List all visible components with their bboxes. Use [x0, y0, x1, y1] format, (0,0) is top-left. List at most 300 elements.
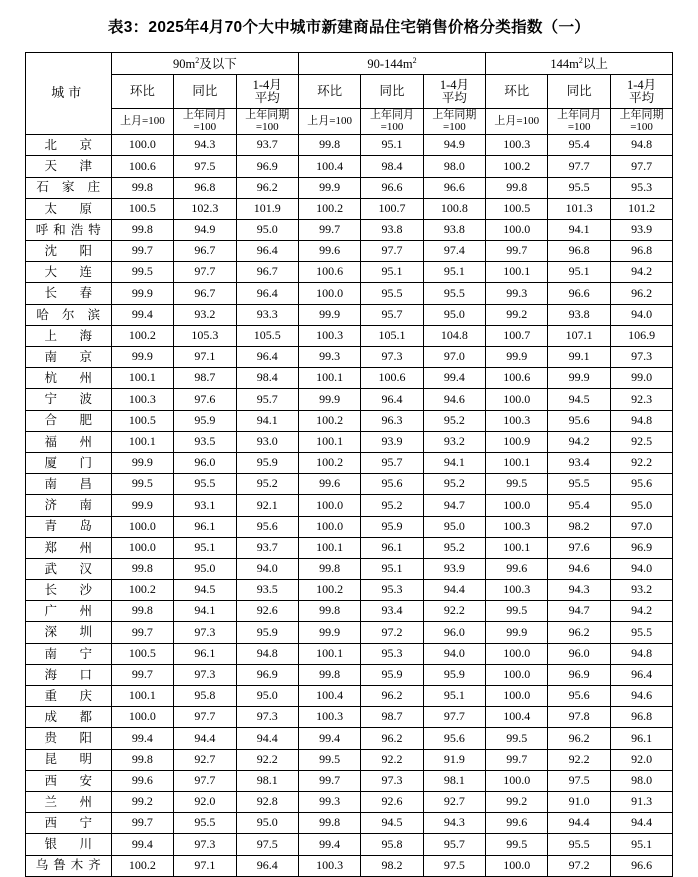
value-cell: 93.0 [236, 431, 298, 452]
value-cell: 96.8 [174, 177, 236, 198]
value-cell: 95.1 [174, 537, 236, 558]
value-cell: 95.7 [361, 452, 423, 473]
value-cell: 95.8 [174, 686, 236, 707]
group-label-large-sup: 2 [578, 55, 583, 65]
value-cell: 92.7 [174, 749, 236, 770]
column-group-large: $144m^2$以上 [486, 53, 673, 75]
value-cell: 95.8 [361, 834, 423, 855]
value-cell: 97.7 [423, 707, 485, 728]
baseline-medium-yoy [361, 109, 423, 135]
value-cell: 95.5 [548, 474, 610, 495]
subheader-large-avg-l1: 1-4月 [626, 77, 657, 92]
city-name-cell: 上 海 [25, 325, 111, 346]
value-cell: 98.2 [548, 516, 610, 537]
subheader-medium-avg [423, 75, 485, 109]
value-cell: 100.5 [111, 198, 173, 219]
value-cell: 94.4 [174, 728, 236, 749]
value-cell: 99.3 [486, 283, 548, 304]
value-cell: 94.6 [548, 558, 610, 579]
value-cell: 96.2 [548, 622, 610, 643]
table-row [25, 558, 673, 579]
value-cell: 99.6 [486, 813, 548, 834]
subheader-small-yoy: 同比 [174, 75, 236, 109]
value-cell: 95.5 [610, 622, 672, 643]
subheader-small-avg-l1: 1-4月 [252, 77, 282, 92]
group-label-medium-sup: 2 [412, 55, 417, 65]
value-cell: 95.1 [423, 686, 485, 707]
city-name-cell: 海 口 [25, 664, 111, 685]
value-cell: 95.6 [548, 686, 610, 707]
value-cell: 95.2 [423, 474, 485, 495]
baseline-large-avg-l2: =100 [630, 120, 653, 133]
city-name-cell: 呼和浩特 [25, 219, 111, 240]
value-cell: 95.5 [548, 834, 610, 855]
baseline-small-avg [236, 109, 298, 135]
value-cell: 96.0 [548, 643, 610, 664]
table-row [25, 262, 673, 283]
value-cell: 94.1 [236, 410, 298, 431]
table-row [25, 855, 673, 876]
value-cell: 99.2 [111, 791, 173, 812]
city-name-cell: 贵 阳 [25, 728, 111, 749]
table-row [25, 707, 673, 728]
value-cell: 100.6 [111, 156, 173, 177]
value-cell: 100.0 [486, 686, 548, 707]
value-cell: 95.2 [236, 474, 298, 495]
value-cell: 100.0 [486, 219, 548, 240]
value-cell: 98.7 [174, 368, 236, 389]
value-cell: 100.0 [486, 664, 548, 685]
value-cell: 97.3 [174, 622, 236, 643]
page-title: 表3：2025年4月70个大中城市新建商品住宅销售价格分类指数（一） [107, 19, 591, 36]
value-cell: 96.8 [548, 241, 610, 262]
value-cell: 96.8 [610, 707, 672, 728]
value-cell: 99.9 [298, 389, 360, 410]
value-cell: 100.0 [298, 495, 360, 516]
baseline-small-yoy [174, 109, 236, 135]
city-name-cell: 济 南 [25, 495, 111, 516]
value-cell: 99.7 [111, 813, 173, 834]
value-cell: 97.8 [548, 707, 610, 728]
city-name-cell: 哈 尔 滨 [25, 304, 111, 325]
value-cell: 100.2 [111, 580, 173, 601]
value-cell: 95.1 [610, 834, 672, 855]
value-cell: 100.0 [486, 770, 548, 791]
value-cell: 97.3 [610, 347, 672, 368]
baseline-small-avg-l1: 上年同期 [245, 109, 290, 122]
value-cell: 94.1 [548, 219, 610, 240]
value-cell: 96.2 [610, 283, 672, 304]
table-row [25, 622, 673, 643]
value-cell: 94.9 [423, 135, 485, 156]
value-cell: 94.8 [610, 643, 672, 664]
value-cell: 100.4 [486, 707, 548, 728]
value-cell: 94.9 [174, 219, 236, 240]
city-name-cell: 长 春 [25, 283, 111, 304]
value-cell: 95.9 [361, 664, 423, 685]
table-row [25, 219, 673, 240]
value-cell: 93.9 [423, 558, 485, 579]
city-name-cell: 成 都 [25, 707, 111, 728]
baseline-large-avg-l1: 上年同期 [619, 109, 664, 122]
value-cell: 96.9 [236, 156, 298, 177]
value-cell: 96.4 [361, 389, 423, 410]
city-name-cell: 厦 门 [25, 452, 111, 473]
value-cell: 99.9 [111, 495, 173, 516]
value-cell: 93.7 [236, 537, 298, 558]
city-name-cell: 青 岛 [25, 516, 111, 537]
value-cell: 95.6 [548, 410, 610, 431]
value-cell: 100.1 [486, 262, 548, 283]
value-cell: 99.4 [111, 304, 173, 325]
baseline-small-yoy-l2: =100 [193, 120, 217, 133]
value-cell: 95.0 [236, 219, 298, 240]
value-cell: 97.2 [548, 855, 610, 876]
value-cell: 95.1 [423, 262, 485, 283]
value-cell: 96.9 [610, 537, 672, 558]
baseline-medium-avg [423, 109, 485, 135]
header-row-baseline [25, 109, 673, 135]
value-cell: 94.0 [423, 643, 485, 664]
value-cell: 94.1 [423, 452, 485, 473]
baseline-medium-yoy-l2: =100 [380, 120, 404, 133]
value-cell: 100.2 [111, 325, 173, 346]
value-cell: 96.6 [548, 283, 610, 304]
value-cell: 100.5 [486, 198, 548, 219]
value-cell: 100.3 [111, 389, 173, 410]
value-cell: 100.8 [423, 198, 485, 219]
value-cell: 100.1 [486, 452, 548, 473]
value-cell: 95.0 [610, 495, 672, 516]
value-cell: 99.8 [111, 601, 173, 622]
table-row [25, 580, 673, 601]
value-cell: 95.9 [361, 516, 423, 537]
value-cell: 97.5 [548, 770, 610, 791]
value-cell: 97.1 [174, 347, 236, 368]
value-cell: 95.3 [610, 177, 672, 198]
table-row [25, 601, 673, 622]
column-group-small: $90m^2$及以下 [111, 53, 298, 75]
table-row [25, 304, 673, 325]
value-cell: 95.9 [174, 410, 236, 431]
value-cell: 97.3 [361, 770, 423, 791]
value-cell: 93.4 [361, 601, 423, 622]
value-cell: 99.8 [111, 219, 173, 240]
value-cell: 95.2 [423, 537, 485, 558]
value-cell: 92.7 [423, 791, 485, 812]
value-cell: 99.5 [298, 749, 360, 770]
value-cell: 100.0 [298, 283, 360, 304]
value-cell: 100.0 [111, 707, 173, 728]
value-cell: 99.4 [423, 368, 485, 389]
city-name-cell: 大 连 [25, 262, 111, 283]
table-row [25, 452, 673, 473]
city-name-cell: 北 京 [25, 135, 111, 156]
baseline-large-yoy-l1: 上年同月 [557, 109, 602, 122]
value-cell: 99.3 [298, 791, 360, 812]
value-cell: 96.2 [361, 686, 423, 707]
value-cell: 95.6 [610, 474, 672, 495]
city-name-cell: 兰 州 [25, 791, 111, 812]
value-cell: 98.1 [236, 770, 298, 791]
table-row [25, 177, 673, 198]
value-cell: 100.2 [298, 198, 360, 219]
value-cell: 94.5 [361, 813, 423, 834]
group-label-small-main: 90 [172, 57, 186, 72]
header-row-groups [25, 53, 673, 75]
value-cell: 94.0 [610, 558, 672, 579]
value-cell: 99.5 [486, 474, 548, 495]
value-cell: 92.2 [361, 749, 423, 770]
value-cell: 95.4 [548, 135, 610, 156]
value-cell: 92.0 [610, 749, 672, 770]
value-cell: 99.6 [298, 474, 360, 495]
value-cell: 95.3 [361, 580, 423, 601]
value-cell: 105.1 [361, 325, 423, 346]
value-cell: 99.8 [486, 177, 548, 198]
value-cell: 97.5 [423, 855, 485, 876]
value-cell: 99.9 [111, 283, 173, 304]
value-cell: 100.2 [111, 855, 173, 876]
value-cell: 92.0 [174, 791, 236, 812]
value-cell: 100.1 [298, 431, 360, 452]
value-cell: 100.0 [111, 516, 173, 537]
subheader-medium-mom: 环比 [298, 75, 360, 109]
value-cell: 93.8 [423, 219, 485, 240]
value-cell: 99.8 [298, 664, 360, 685]
table-row [25, 198, 673, 219]
value-cell: 95.1 [361, 558, 423, 579]
baseline-small-mom: 上月=100 [111, 109, 173, 135]
value-cell: 96.7 [236, 262, 298, 283]
value-cell: 93.3 [236, 304, 298, 325]
value-cell: 93.2 [174, 304, 236, 325]
value-cell: 99.1 [548, 347, 610, 368]
table-header [25, 53, 673, 135]
value-cell: 92.8 [236, 791, 298, 812]
value-cell: 99.5 [111, 262, 173, 283]
value-cell: 100.5 [111, 410, 173, 431]
value-cell: 99.7 [111, 664, 173, 685]
city-name-cell: 乌鲁木齐 [25, 855, 111, 876]
value-cell: 100.0 [486, 855, 548, 876]
value-cell: 93.2 [423, 431, 485, 452]
city-name-cell: 沈 阳 [25, 241, 111, 262]
value-cell: 93.9 [610, 219, 672, 240]
value-cell: 99.9 [486, 622, 548, 643]
value-cell: 94.6 [423, 389, 485, 410]
value-cell: 100.3 [486, 580, 548, 601]
value-cell: 96.8 [610, 241, 672, 262]
value-cell: 95.9 [236, 452, 298, 473]
value-cell: 93.4 [548, 452, 610, 473]
value-cell: 99.9 [548, 368, 610, 389]
subheader-large-avg-l2: 平均 [629, 90, 655, 105]
value-cell: 96.2 [236, 177, 298, 198]
value-cell: 96.4 [236, 283, 298, 304]
value-cell: 99.6 [486, 558, 548, 579]
value-cell: 99.8 [111, 749, 173, 770]
value-cell: 97.2 [361, 622, 423, 643]
baseline-medium-yoy-l1: 上年同月 [370, 109, 414, 122]
value-cell: 95.6 [423, 728, 485, 749]
table-row [25, 347, 673, 368]
value-cell: 95.0 [236, 686, 298, 707]
value-cell: 96.2 [361, 728, 423, 749]
city-name-cell: 昆 明 [25, 749, 111, 770]
value-cell: 100.0 [111, 537, 173, 558]
value-cell: 97.6 [548, 537, 610, 558]
value-cell: 100.1 [298, 643, 360, 664]
value-cell: 94.2 [610, 601, 672, 622]
baseline-medium-avg-l2: =100 [443, 120, 466, 133]
value-cell: 107.1 [548, 325, 610, 346]
value-cell: 99.9 [298, 304, 360, 325]
value-cell: 102.3 [174, 198, 236, 219]
city-name-cell: 合 肥 [25, 410, 111, 431]
value-cell: 92.3 [610, 389, 672, 410]
value-cell: 104.8 [423, 325, 485, 346]
value-cell: 100.0 [486, 495, 548, 516]
value-cell: 95.0 [423, 516, 485, 537]
value-cell: 97.3 [236, 707, 298, 728]
value-cell: 95.5 [174, 474, 236, 495]
value-cell: 96.4 [236, 241, 298, 262]
value-cell: 100.2 [298, 452, 360, 473]
value-cell: 96.4 [236, 855, 298, 876]
value-cell: 95.7 [423, 834, 485, 855]
value-cell: 95.5 [174, 813, 236, 834]
value-cell: 99.9 [298, 622, 360, 643]
value-cell: 96.3 [361, 410, 423, 431]
value-cell: 100.2 [486, 156, 548, 177]
baseline-large-yoy-l2: =100 [567, 120, 591, 133]
value-cell: 94.0 [610, 304, 672, 325]
value-cell: 95.1 [361, 262, 423, 283]
value-cell: 96.7 [174, 241, 236, 262]
value-cell: 99.7 [486, 749, 548, 770]
value-cell: 105.3 [174, 325, 236, 346]
city-name-cell: 石 家 庄 [25, 177, 111, 198]
value-cell: 94.7 [423, 495, 485, 516]
table-row [25, 156, 673, 177]
value-cell: 97.3 [361, 347, 423, 368]
baseline-small-avg-l2: =100 [255, 120, 279, 133]
value-cell: 96.9 [236, 664, 298, 685]
table-row [25, 368, 673, 389]
value-cell: 100.4 [298, 156, 360, 177]
value-cell: 94.6 [610, 686, 672, 707]
value-cell: 93.9 [361, 431, 423, 452]
value-cell: 100.3 [298, 325, 360, 346]
value-cell: 97.0 [423, 347, 485, 368]
value-cell: 100.0 [298, 516, 360, 537]
baseline-medium-mom: 上月=100 [298, 109, 360, 135]
subheader-large-yoy: 同比 [548, 75, 610, 109]
value-cell: 94.2 [610, 262, 672, 283]
value-cell: 99.3 [298, 347, 360, 368]
value-cell: 96.7 [174, 283, 236, 304]
value-cell: 98.0 [610, 770, 672, 791]
city-name-cell: 深 圳 [25, 622, 111, 643]
value-cell: 92.2 [423, 601, 485, 622]
value-cell: 91.3 [610, 791, 672, 812]
value-cell: 95.2 [361, 495, 423, 516]
value-cell: 94.7 [548, 601, 610, 622]
value-cell: 98.1 [423, 770, 485, 791]
column-header-city: 城市 [25, 53, 111, 135]
city-name-cell: 南 昌 [25, 474, 111, 495]
value-cell: 92.6 [236, 601, 298, 622]
value-cell: 99.5 [486, 834, 548, 855]
value-cell: 93.7 [236, 135, 298, 156]
value-cell: 95.6 [236, 516, 298, 537]
table-body [25, 135, 673, 877]
value-cell: 95.4 [548, 495, 610, 516]
value-cell: 93.5 [174, 431, 236, 452]
baseline-medium-avg-l1: 上年同期 [432, 109, 477, 122]
group-label-large-tail: 以上 [582, 57, 608, 72]
value-cell: 97.5 [174, 156, 236, 177]
value-cell: 101.2 [610, 198, 672, 219]
value-cell: 91.0 [548, 791, 610, 812]
table-row [25, 728, 673, 749]
value-cell: 97.7 [174, 770, 236, 791]
subheader-small-avg-l2: 平均 [254, 90, 280, 105]
city-name-cell: 长 沙 [25, 580, 111, 601]
baseline-small-yoy-l1: 上年同月 [182, 109, 227, 122]
table-row [25, 241, 673, 262]
value-cell: 99.7 [298, 770, 360, 791]
price-index-table [25, 52, 674, 877]
table-row [25, 834, 673, 855]
document-page [0, 18, 698, 873]
value-cell: 100.6 [486, 368, 548, 389]
value-cell: 100.0 [486, 389, 548, 410]
value-cell: 99.5 [111, 474, 173, 495]
value-cell: 99.6 [298, 241, 360, 262]
value-cell: 95.1 [361, 135, 423, 156]
value-cell: 92.1 [236, 495, 298, 516]
city-name-cell: 宁 波 [25, 389, 111, 410]
table-row [25, 537, 673, 558]
value-cell: 94.0 [236, 558, 298, 579]
value-cell: 100.7 [486, 325, 548, 346]
value-cell: 92.2 [236, 749, 298, 770]
table-row [25, 813, 673, 834]
value-cell: 95.6 [361, 474, 423, 495]
city-name-cell: 福 州 [25, 431, 111, 452]
value-cell: 98.2 [361, 855, 423, 876]
baseline-large-mom: 上月=100 [486, 109, 548, 135]
table-row [25, 389, 673, 410]
value-cell: 96.9 [548, 664, 610, 685]
value-cell: 106.9 [610, 325, 672, 346]
value-cell: 96.0 [423, 622, 485, 643]
value-cell: 96.1 [610, 728, 672, 749]
value-cell: 97.7 [548, 156, 610, 177]
value-cell: 93.5 [236, 580, 298, 601]
baseline-large-yoy [548, 109, 610, 135]
value-cell: 96.6 [610, 855, 672, 876]
value-cell: 99.9 [298, 177, 360, 198]
table-row [25, 749, 673, 770]
table-row [25, 325, 673, 346]
value-cell: 94.3 [174, 135, 236, 156]
value-cell: 100.1 [486, 537, 548, 558]
city-name-cell: 杭 州 [25, 368, 111, 389]
value-cell: 94.4 [423, 580, 485, 601]
